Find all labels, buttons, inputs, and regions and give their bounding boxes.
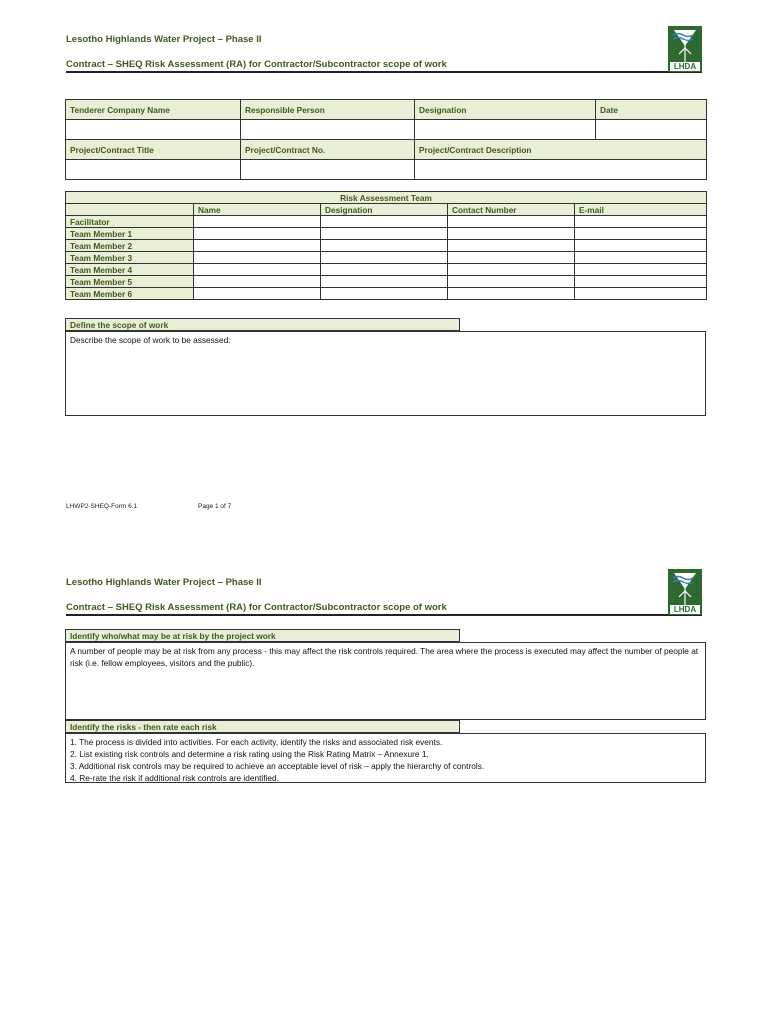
team-cell[interactable] — [448, 264, 575, 276]
header-tenderer-company: Tenderer Company Name — [66, 100, 241, 120]
risk-team-table — [65, 191, 707, 300]
header-divider — [66, 614, 702, 616]
team-header-designation: Designation — [321, 204, 448, 216]
at-risk-text-area[interactable] — [65, 642, 706, 720]
row-label: Team Member 1 — [66, 228, 194, 240]
team-cell[interactable] — [448, 228, 575, 240]
lhda-logo — [668, 26, 702, 72]
designation-field[interactable] — [415, 120, 596, 140]
team-cell[interactable] — [575, 264, 707, 276]
scope-prompt: Describe the scope of work to be assessed: — [70, 335, 231, 345]
project-title: Lesotho Highlands Water Project – Phase II — [66, 34, 262, 45]
form-title: Contract – SHEQ Risk Assessment (RA) for Contractor/Subcontractor scope of work — [66, 602, 447, 613]
team-cell[interactable] — [194, 228, 321, 240]
team-cell[interactable] — [321, 252, 448, 264]
responsible-person-field[interactable] — [241, 120, 415, 140]
risk-step-3: 3. Additional risk controls may be required to achieve an acceptable level of risk – apply the hierarchy of controls. — [70, 761, 485, 771]
header-project-title: Project/Contract Title — [66, 140, 241, 160]
project-title: Lesotho Highlands Water Project – Phase II — [66, 577, 262, 588]
risk-step-4: 4. Re-rate the risk if additional risk controls are identified. — [70, 773, 279, 783]
at-risk-description: A number of people may be at risk from any process - this may affect the risk controls required. The area where the process is executed may affect the number of people at risk (i.e. fellow employees, visitors and the public). — [70, 646, 699, 668]
risks-section-label: Identify the risks - then rate each risk — [65, 720, 460, 733]
header-project-no: Project/Contract No. — [241, 140, 415, 160]
form-number: LHWP2-SHEQ-Form 6.1 — [66, 503, 138, 510]
row-label: Team Member 2 — [66, 240, 194, 252]
scope-text-area[interactable] — [65, 331, 706, 416]
team-cell[interactable] — [575, 252, 707, 264]
team-cell[interactable] — [194, 264, 321, 276]
header-responsible-person: Responsible Person — [241, 100, 415, 120]
team-cell[interactable] — [194, 252, 321, 264]
tenderer-company-field[interactable] — [66, 120, 241, 140]
page-number: Page 1 of 7 — [198, 503, 232, 510]
team-header-contact: Contact Number — [448, 204, 575, 216]
logo-text: LHDA — [673, 605, 697, 614]
table-row — [66, 276, 707, 288]
team-cell[interactable] — [321, 288, 448, 300]
project-title-field[interactable] — [66, 160, 241, 180]
lhda-logo — [668, 569, 702, 615]
team-cell[interactable] — [194, 276, 321, 288]
team-cell[interactable] — [194, 240, 321, 252]
risks-text-area[interactable] — [65, 733, 706, 783]
table-row — [66, 216, 707, 228]
header-divider — [66, 71, 702, 73]
row-label: Facilitator — [66, 216, 194, 228]
risk-step-1: 1. The process is divided into activities. For each activity, identify the risks and associated risk events. — [70, 737, 443, 747]
logo-text: LHDA — [673, 62, 697, 71]
header-project-description: Project/Contract Description — [415, 140, 707, 160]
row-label: Team Member 5 — [66, 276, 194, 288]
team-table-title: Risk Assessment Team — [66, 192, 707, 204]
scope-section-label: Define the scope of work — [65, 318, 460, 331]
row-label: Team Member 6 — [66, 288, 194, 300]
team-cell[interactable] — [448, 276, 575, 288]
team-cell[interactable] — [321, 240, 448, 252]
table-row — [66, 240, 707, 252]
team-cell[interactable] — [448, 288, 575, 300]
team-cell[interactable] — [321, 216, 448, 228]
team-cell[interactable] — [575, 216, 707, 228]
table-row — [66, 252, 707, 264]
team-cell[interactable] — [575, 228, 707, 240]
header-designation: Designation — [415, 100, 596, 120]
at-risk-section-label: Identify who/what may be at risk by the project work — [65, 629, 460, 642]
form-title: Contract – SHEQ Risk Assessment (RA) for Contractor/Subcontractor scope of work — [66, 59, 447, 70]
team-cell[interactable] — [321, 276, 448, 288]
team-cell[interactable] — [575, 276, 707, 288]
header-date: Date — [596, 100, 707, 120]
risk-step-2: 2. List existing risk controls and determine a risk rating using the Risk Rating Matrix – Annexure 1. — [70, 749, 429, 759]
team-cell[interactable] — [575, 288, 707, 300]
table-row — [66, 288, 707, 300]
contract-info-table — [65, 99, 707, 180]
row-label: Team Member 4 — [66, 264, 194, 276]
team-cell[interactable] — [321, 264, 448, 276]
date-field[interactable] — [596, 120, 707, 140]
team-cell[interactable] — [194, 216, 321, 228]
table-row — [66, 264, 707, 276]
table-row — [66, 228, 707, 240]
project-description-field[interactable] — [415, 160, 707, 180]
team-cell[interactable] — [575, 240, 707, 252]
team-cell[interactable] — [194, 288, 321, 300]
project-no-field[interactable] — [241, 160, 415, 180]
team-cell[interactable] — [321, 228, 448, 240]
team-header-blank — [66, 204, 194, 216]
team-cell[interactable] — [448, 240, 575, 252]
team-cell[interactable] — [448, 216, 575, 228]
team-cell[interactable] — [448, 252, 575, 264]
team-header-name: Name — [194, 204, 321, 216]
row-label: Team Member 3 — [66, 252, 194, 264]
team-header-email: E-mail — [575, 204, 707, 216]
